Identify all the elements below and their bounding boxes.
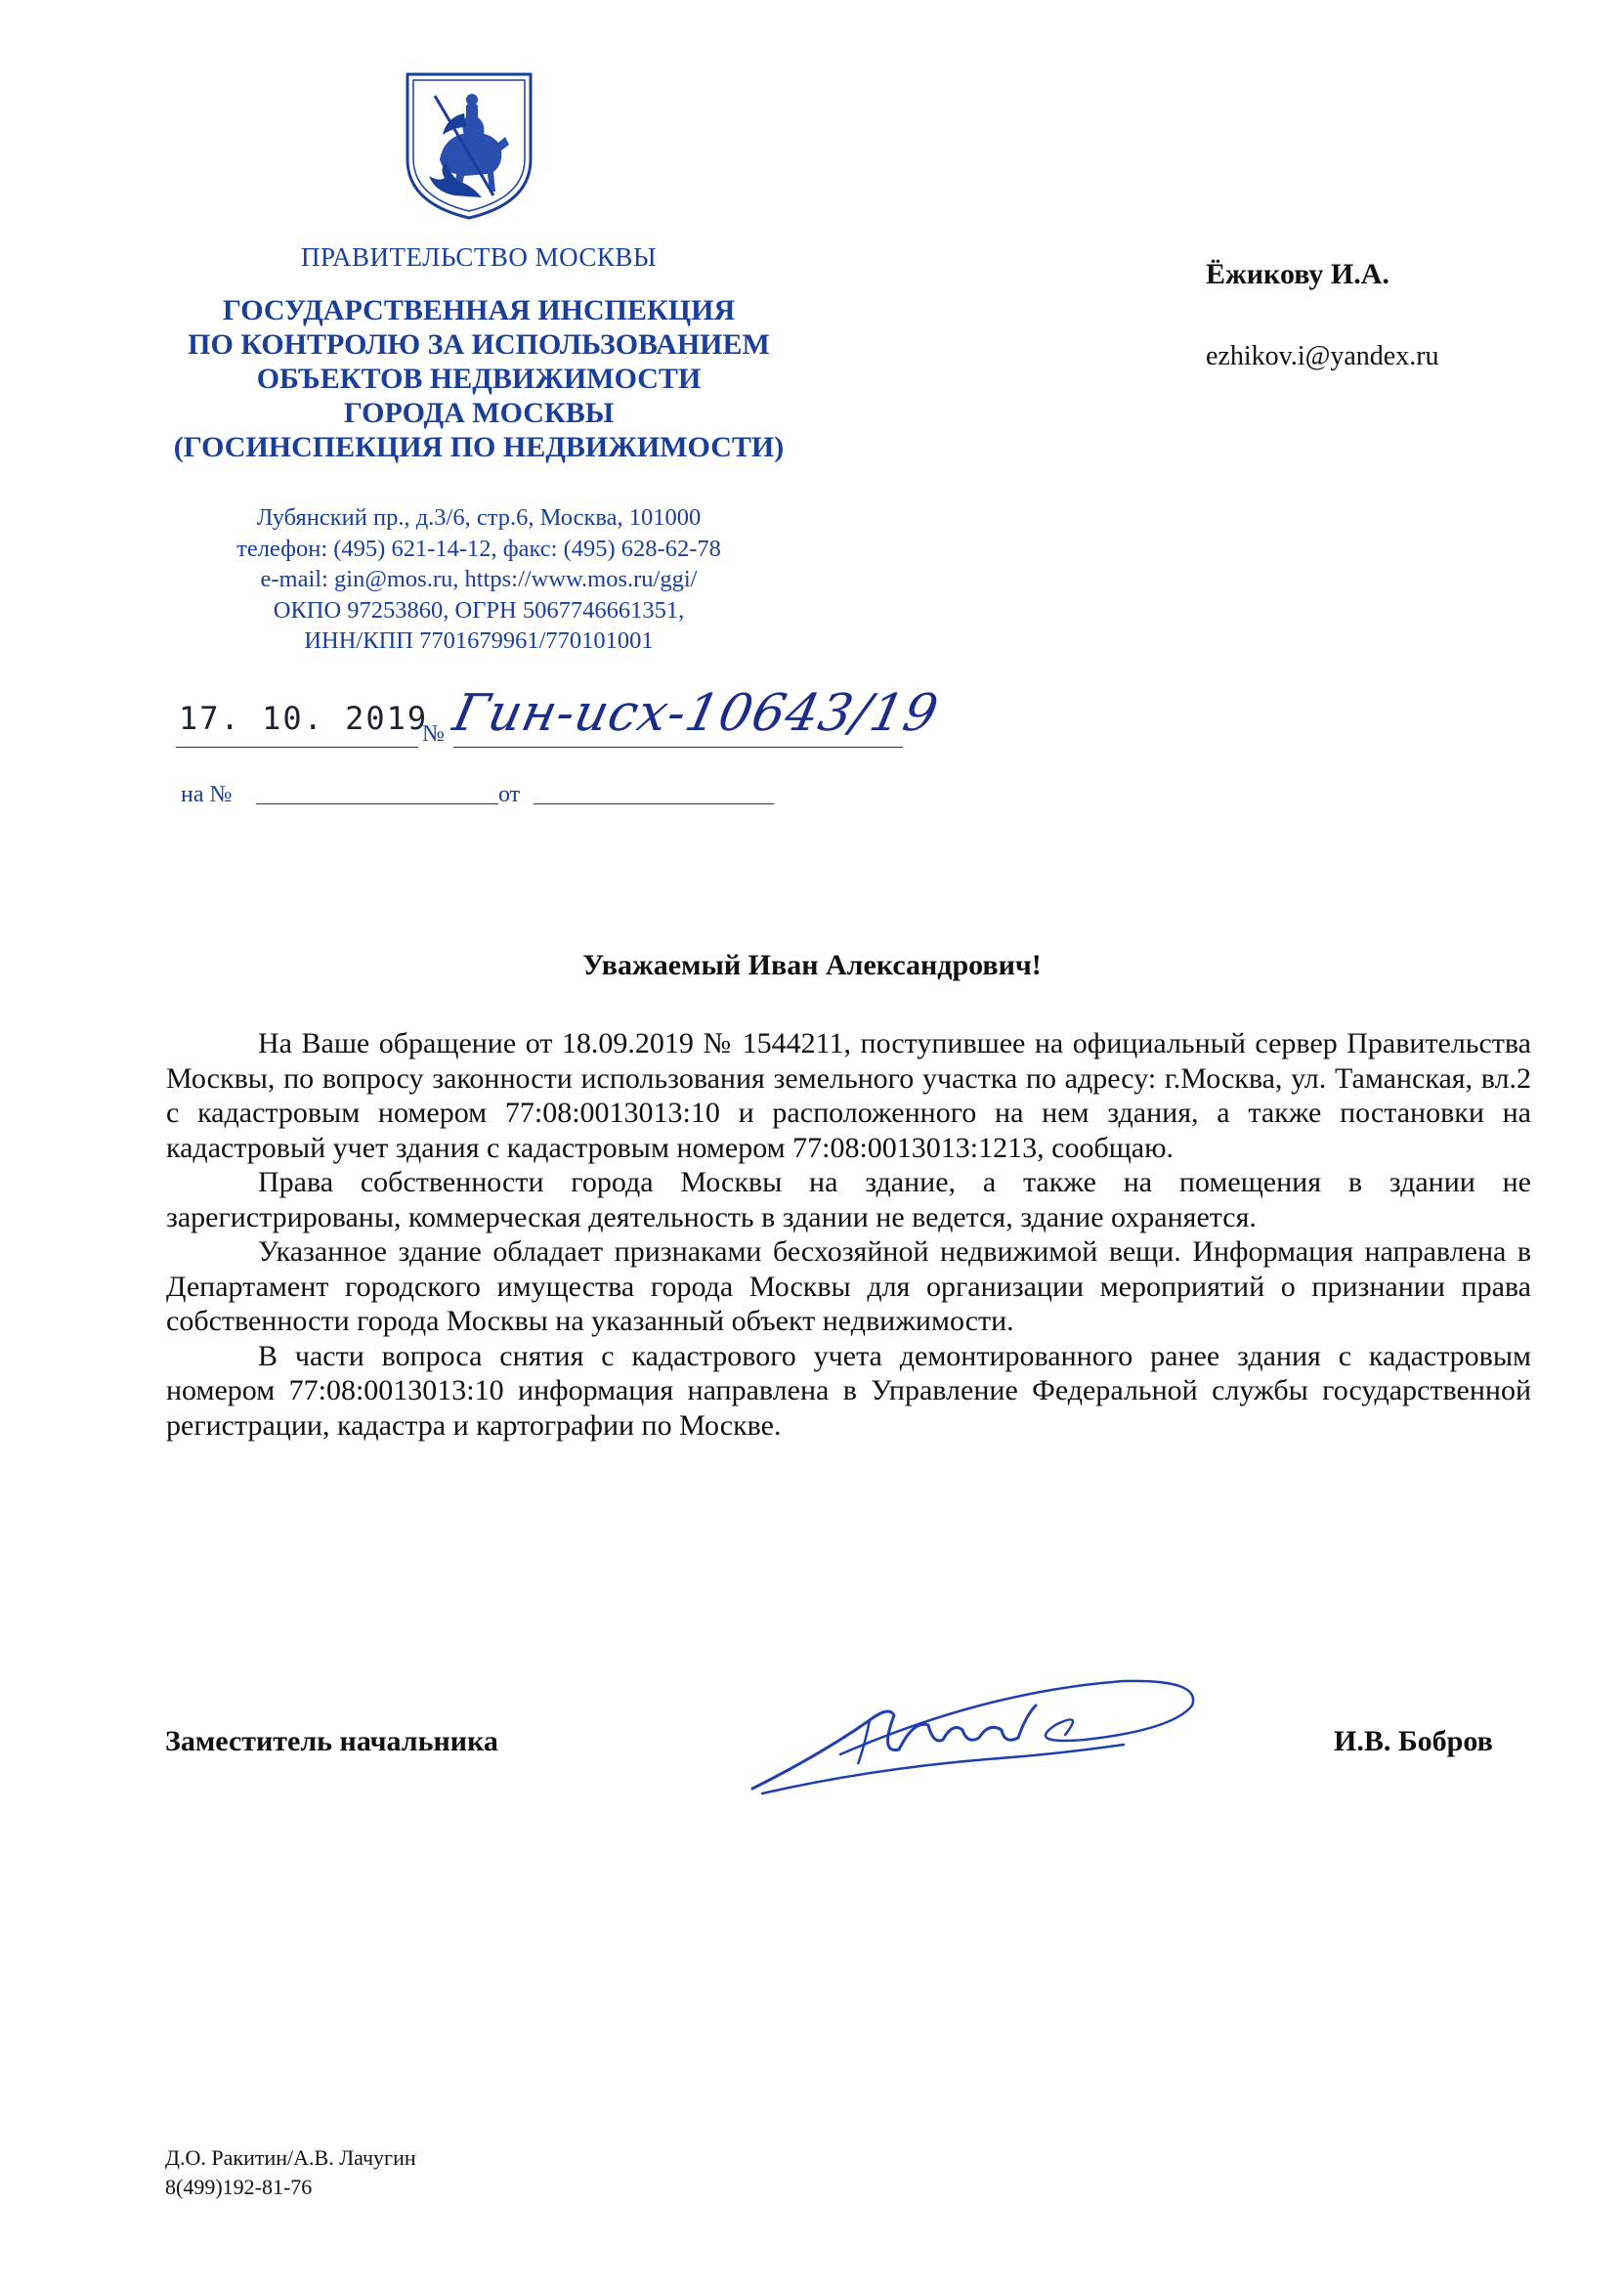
- registration-number: Гин-исх-10643/19: [448, 684, 944, 743]
- moscow-coat-of-arms-icon: [396, 66, 542, 223]
- phone-fax-line: телефон: (495) 621-14-12, факс: (495) 628-62-78: [236, 535, 721, 562]
- number-sign: №: [422, 721, 445, 747]
- reference-number-label: на №: [181, 782, 233, 807]
- recipient-email: ezhikov.i@yandex.ru: [1206, 341, 1439, 371]
- paragraph: На Ваше обращение от 18.09.2019 № 1544211, поступившее на официальный сервер Правительства Москвы, по вопросу законности использования земельного участка по адресу: г.Москва, ул. Таманская, вл.2 с кадастровым номером 77:08:0013013:10 и расположенного на нем здания, а также постановки на кадастровый учет здания с кадастровым номером 77:08:0013013:1213, сообщаю.: [166, 1027, 1531, 1164]
- executor-phone: 8(499)192-81-76: [165, 2175, 313, 2199]
- reference-number-line: [256, 803, 498, 804]
- letter-body: [166, 1026, 1531, 1443]
- inspection-line: ПО КОНТРОЛЮ ЗА ИСПОЛЬЗОВАНИЕМ: [188, 328, 770, 361]
- okpo-ogrn-line: ОКПО 97253860, ОГРН 5067746661351,: [273, 596, 685, 624]
- signatory-name: И.В. Бобров: [1334, 1725, 1493, 1757]
- government-name: ПРАВИТЕЛЬСТВО МОСКВЫ: [300, 242, 657, 272]
- inspection-line: ГОРОДА МОСКВЫ: [343, 397, 615, 429]
- executor-names: Д.О. Ракитин/А.В. Лачугин: [165, 2145, 416, 2170]
- inspection-line: ОБЪЕКТОВ НЕДВИЖИМОСТИ: [256, 363, 702, 395]
- address-line: Лубянский пр., д.3/6, стр.6, Москва, 101000: [256, 504, 702, 531]
- handwritten-signature: [733, 1662, 1221, 1798]
- reference-date-label: от: [498, 782, 521, 807]
- signatory-title: Заместитель начальника: [165, 1725, 498, 1757]
- paragraph: Указанное здание обладает признаками бесхозяйной недвижимой вещи. Информация направлена в Департамент городского имущества города Москвы для организации мероприятий о признании права собственности города Москвы на указанный объект недвижимости.: [166, 1235, 1531, 1337]
- contact-block: [147, 502, 811, 657]
- paragraph: В части вопроса снятия с кадастрового учета демонтированного ранее здания с кадастровым номером 77:08:0013013:10 информация направлена в Управление Федеральной службы государственной регистрации, кадастра и картографии по Москве.: [166, 1339, 1531, 1442]
- inn-kpp-line: ИНН/КПП 7701679961/770101001: [304, 627, 654, 654]
- inspection-line: (ГОСИНСПЕКЦИЯ ПО НЕДВИЖИМОСТИ): [173, 431, 785, 463]
- paragraph: Права собственности города Москвы на здание, а также на помещения в здании не зарегистрированы, коммерческая деятельность в здании не ведется, здание охраняется.: [166, 1166, 1531, 1233]
- email-web-line: e-mail: gin@mos.ru, https://www.mos.ru/ggi/: [260, 566, 698, 592]
- reference-date-line: [534, 803, 774, 804]
- registration-date: 17. 10. 2019: [179, 700, 429, 737]
- recipient-name: Ёжикову И.А.: [1206, 258, 1389, 290]
- inspection-line: ГОСУДАРСТВЕННАЯ ИНСПЕКЦИЯ: [222, 294, 736, 326]
- inspection-name: [147, 293, 811, 464]
- date-underline: [176, 747, 418, 748]
- greeting: Уважаемый Иван Александрович!: [582, 949, 1042, 981]
- number-underline: [453, 747, 903, 748]
